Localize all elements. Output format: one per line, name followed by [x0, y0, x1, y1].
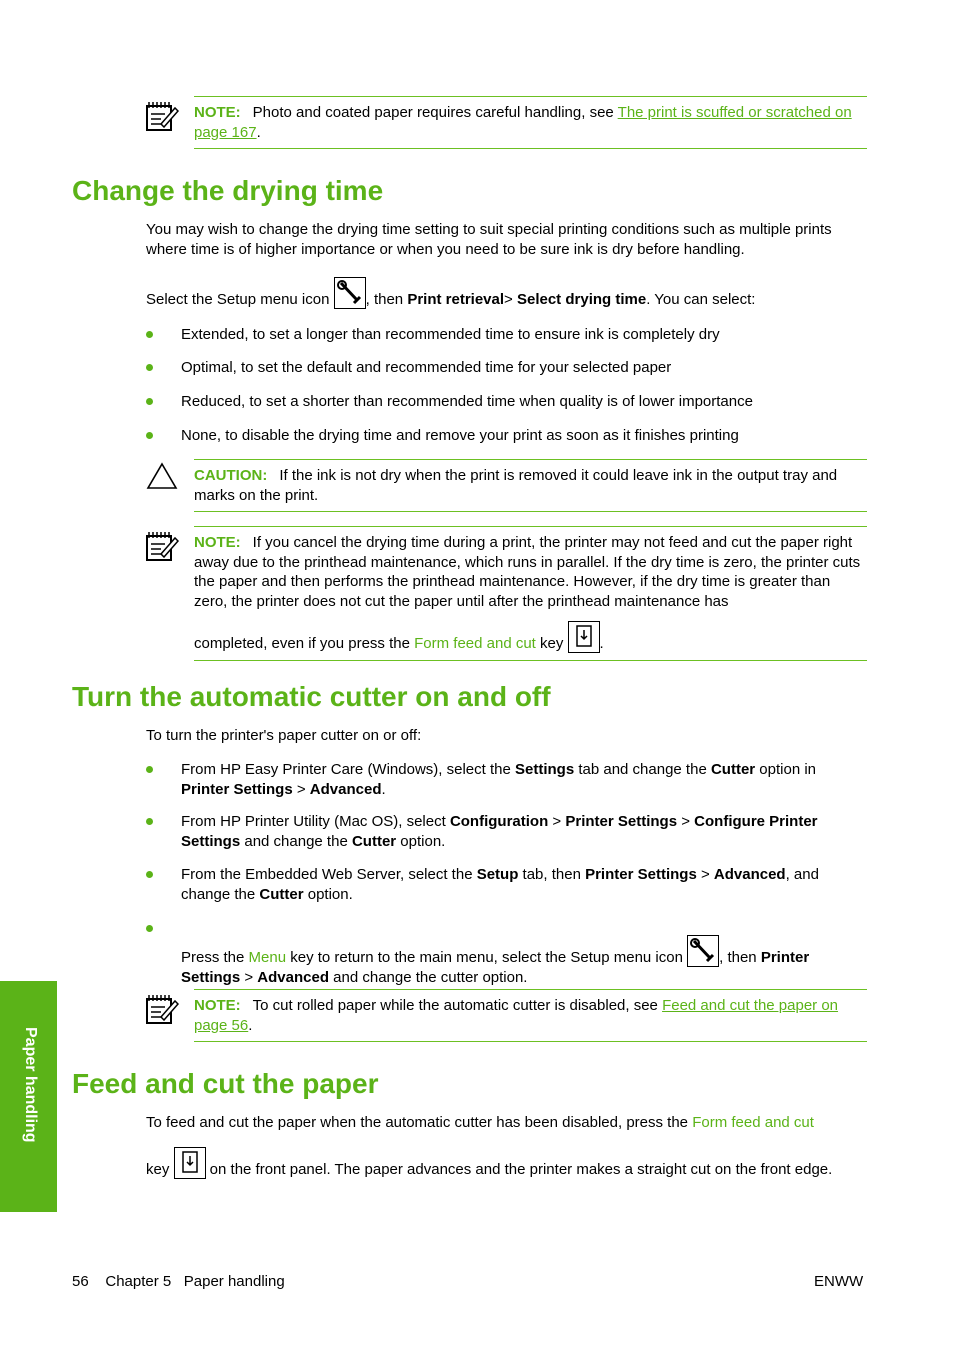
note-icon: [145, 993, 179, 1031]
form-feed-key-name: Form feed and cut: [692, 1114, 814, 1131]
print-retrieval: Print retrieval: [407, 291, 505, 308]
note-text: Photo and coated paper requires careful handling, see: [252, 104, 618, 121]
list-item: Press the Menu key to return to the main menu, select the Setup menu icon , then Printer Settings > Advanced and change the cutter option.: [146, 919, 868, 987]
caution-icon: [146, 462, 178, 496]
note-end: .: [599, 635, 604, 652]
caution-label: CAUTION:: [194, 467, 268, 484]
note-icon: [145, 100, 179, 138]
menu-key-name: Menu: [248, 949, 287, 966]
caution-box: [194, 459, 867, 512]
select-text: Select the Setup menu icon: [146, 291, 334, 308]
page-number: 56: [72, 1273, 89, 1290]
note-text: If you cancel the drying time during a print, the printer may not feed and cut the paper right away due to the printhead maintenance, which runs in parallel. If the dry time is zero, the printer cuts the paper and then performs the printhead maintenance. However, if the dry time is greater than zero, the printer does not cut the paper until after the printhead maintenance has: [194, 534, 861, 610]
setup-wrench-icon: [687, 935, 719, 967]
side-tab: [0, 981, 57, 1212]
form-feed-key-name: Form feed and cut: [414, 635, 536, 652]
caution-text: If the ink is not dry when the print is removed it could leave ink in the output tray and marks on the print.: [194, 467, 838, 504]
note-label: NOTE:: [194, 534, 241, 551]
note-icon: [145, 530, 179, 568]
list-item: From HP Easy Printer Care (Windows), select the Settings tab and change the Cutter option in Printer Settings > Advanced.: [146, 760, 868, 799]
select-end: . You can select:: [646, 291, 756, 308]
section-title-drying: Change the drying time: [72, 175, 384, 206]
footer-left: [72, 1272, 285, 1292]
note-text-2: completed, even if you press the: [194, 635, 415, 652]
select-drying-time: Select drying time: [516, 291, 647, 308]
list-item: From HP Printer Utility (Mac OS), select Configuration > Printer Settings > Configure Printer Settings and change the Cutter option.: [146, 812, 868, 851]
note-text: To cut rolled paper while the automatic cutter is disabled, see: [252, 997, 663, 1014]
list-item: [146, 325, 868, 345]
bullet-text: Optimal, to set the default and recommended time for your selected paper: [181, 359, 672, 376]
gt-sep: >: [504, 291, 513, 308]
footer-section: Paper handling: [183, 1273, 285, 1290]
cutter-intro: To turn the printer's paper cutter on or off:: [146, 727, 422, 744]
note-end: .: [256, 123, 261, 141]
section-title-feed-cut: Feed and cut the paper: [72, 1068, 379, 1099]
note-key-word: key: [535, 635, 564, 652]
feed-cut-link[interactable]: Feed and cut the paper on page 56: [194, 997, 839, 1034]
note-label: NOTE:: [194, 104, 241, 121]
drying-select: [146, 277, 868, 316]
bullet-text: Reduced, to set a shorter than recommended time when quality is of lower importance: [181, 393, 753, 410]
drying-intro: You may wish to change the drying time setting to suit special printing conditions such as multiple prints where time is of higher importance or when you need to be sure ink is dry before handling.: [146, 221, 832, 258]
feed-cut-text: To feed and cut the paper when the automatic cutter has been disabled, press the Form feed and cut key on the front panel. The paper advances and the printer makes a straight cut on the front edge.: [146, 1114, 833, 1178]
list-item: [146, 392, 868, 412]
select-mid: , then: [365, 291, 408, 308]
note-box: NOTE: To cut rolled paper while the automatic cutter is disabled, see Feed and cut the paper on page 56.: [194, 989, 867, 1042]
bullet-text: None, to disable the drying time and remove your print as soon as it finishes printing: [181, 427, 739, 444]
form-feed-icon: [568, 621, 600, 653]
footer-chapter: Chapter 5: [105, 1273, 172, 1290]
footer-right: ENWW: [814, 1273, 864, 1290]
list-item: From the Embedded Web Server, select the Setup tab, then Printer Settings > Advanced, and change the Cutter option.: [146, 865, 868, 904]
setup-wrench-icon: [334, 277, 366, 309]
list-item: [146, 358, 868, 378]
bullet-text: Extended, to set a longer than recommended time to ensure ink is completely dry: [181, 326, 720, 343]
list-item: [146, 426, 868, 446]
section-title-cutter: Turn the automatic cutter on and off: [72, 681, 551, 712]
note-box: [194, 526, 867, 661]
side-tab-label: Paper handling: [22, 1027, 39, 1143]
note-box: [194, 96, 867, 149]
scuffed-link[interactable]: The print is scuffed or scratched on page 167: [194, 104, 852, 141]
form-feed-icon: [174, 1147, 206, 1179]
note-label: NOTE:: [194, 997, 241, 1014]
